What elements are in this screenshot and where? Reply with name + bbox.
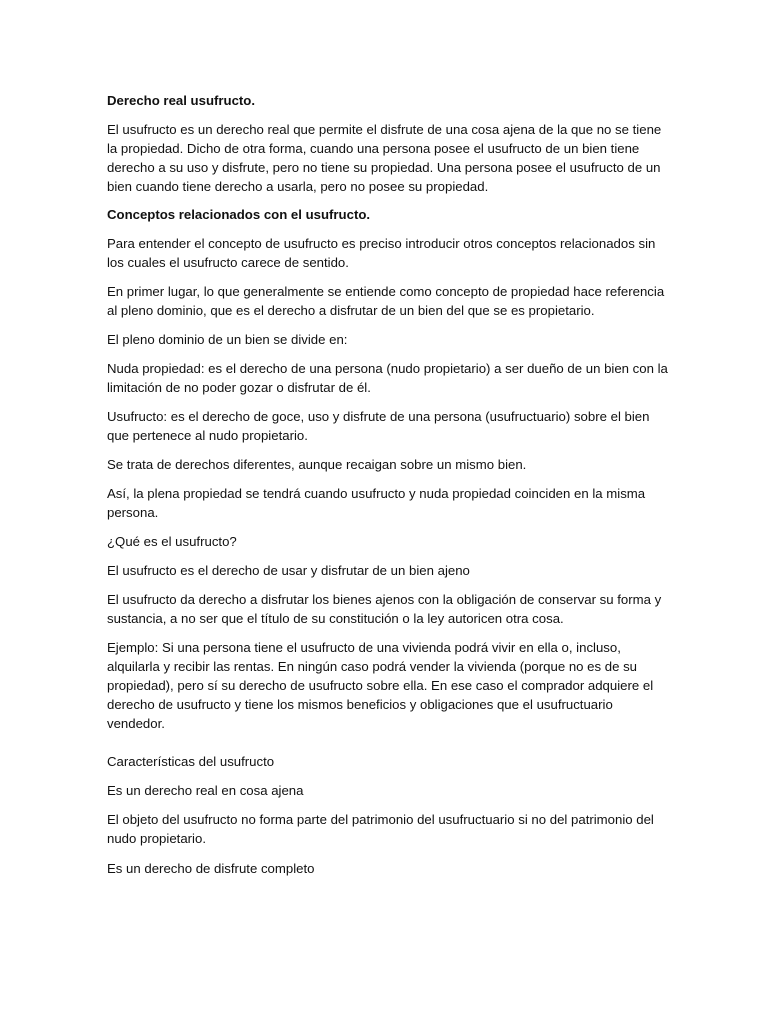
paragraph-pleno-dominio: En primer lugar, lo que generalmente se entiende como concepto de propiedad hace referencia al pleno dominio, que es el derecho a disfrutar de un bien del que se es propietario. [107, 284, 665, 318]
paragraph-usar-disfrutar: El usufructo es el derecho de usar y disfrutar de un bien ajeno [107, 563, 470, 578]
paragraph-usufructo-def: Usufructo: es el derecho de goce, uso y disfrute de una persona (usufructuario) sobre el bien que pertenece al nudo propietario. [107, 409, 650, 443]
paragraph-patrimonio: El objeto del usufructo no forma parte del patrimonio del usufructuario si no del patrimonio del nudo propietario. [107, 812, 654, 846]
section-heading-caracteristicas: Características del usufructo [107, 754, 275, 769]
paragraph-derechos-diferentes: Se trata de derechos diferentes, aunque recaigan sobre un mismo bien. [107, 457, 527, 472]
paragraph-obligacion: El usufructo da derecho a disfrutar los bienes ajenos con la obligación de conservar su forma y sustancia, a no ser que el título de su constitución o la ley autoricen otra cosa. [107, 592, 662, 626]
paragraph-disfrute-completo: Es un derecho de disfrute completo [107, 861, 315, 876]
paragraph-cosa-ajena: Es un derecho real en cosa ajena [107, 783, 304, 798]
question-heading: ¿Qué es el usufructo? [107, 534, 237, 549]
paragraph-intro-concepts: Para entender el concepto de usufructo es preciso introducir otros conceptos relacionados sin los cuales el usufructo carece de sentido. [107, 236, 656, 270]
paragraph-ejemplo: Ejemplo: Si una persona tiene el usufructo de una vivienda podrá vivir en ella o, incluso, alquilarla y recibir las rentas. En ningún caso podrá vender la vivienda (porque no es de su propiedad), pero sí su derecho de usufructo sobre ella. En ese caso el comprador adquiere el derecho de usufructo y tiene los mismos beneficios y obligaciones que el usufructuario vendedor. [107, 640, 654, 731]
section-heading-related-concepts: Conceptos relacionados con el usufructo. [107, 207, 371, 222]
paragraph-plena-propiedad: Así, la plena propiedad se tendrá cuando usufructo y nuda propiedad coinciden en la misma persona. [107, 486, 646, 520]
paragraph-divide: El pleno dominio de un bien se divide en: [107, 332, 348, 347]
document-title: Derecho real usufructo. [107, 93, 256, 108]
paragraph-nuda-propiedad: Nuda propiedad: es el derecho de una persona (nudo propietario) a ser dueño de un bien con la limitación de no poder gozar o disfrutar de él. [107, 361, 668, 395]
paragraph-definition: El usufructo es un derecho real que permite el disfrute de una cosa ajena de la que no se tiene la propiedad. Dicho de otra forma, cuando una persona posee el usufructo de un bien tiene derecho a su uso y disfrute, pero no tiene su propiedad. Una persona posee el usufructo de un bien cuando tiene derecho a usarla, pero no posee su propiedad. [107, 122, 662, 194]
